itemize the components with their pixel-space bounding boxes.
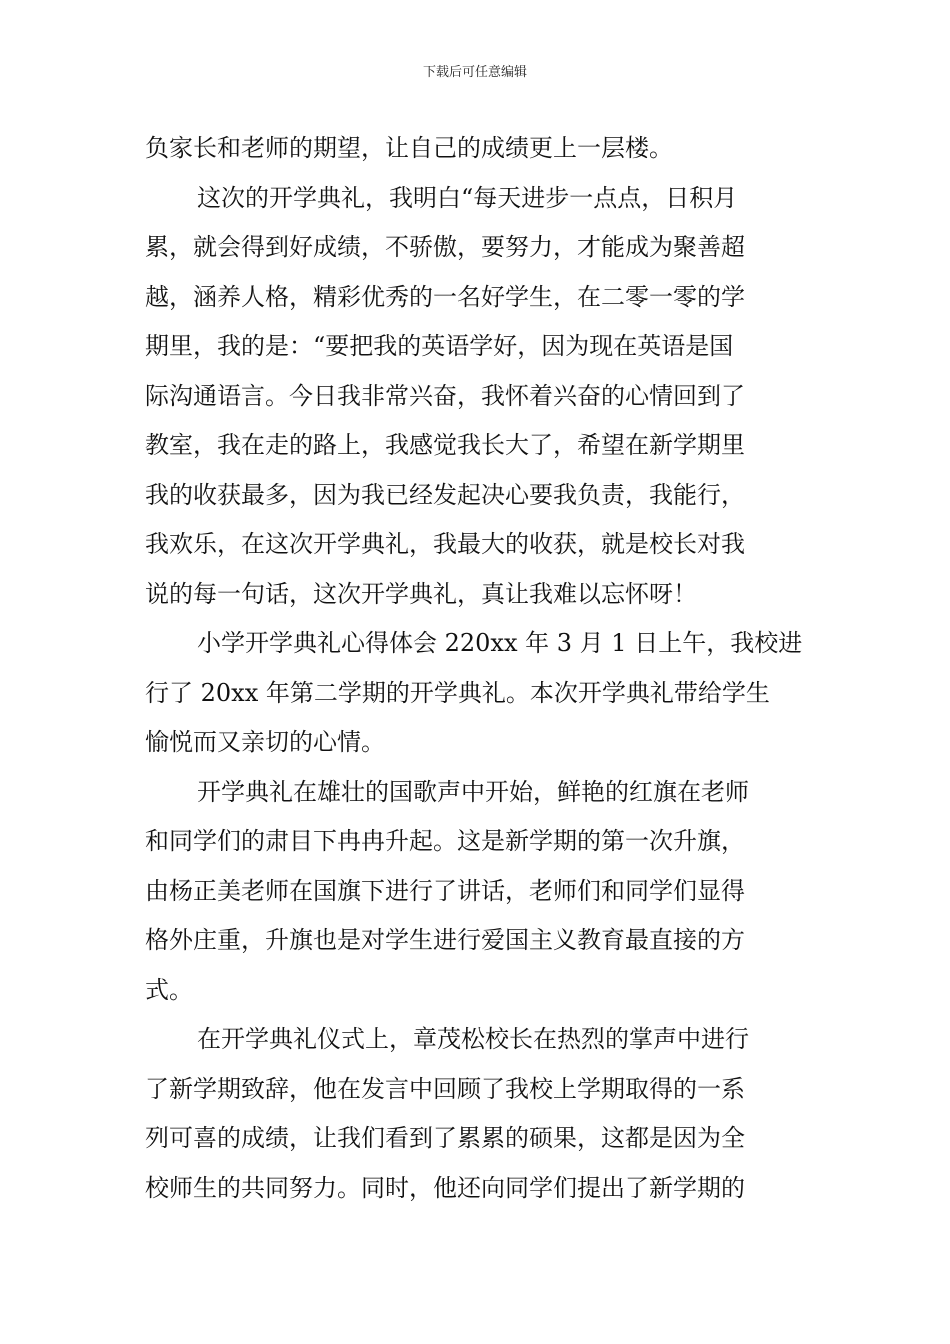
paragraph-first-line: 这次的开学典礼，我明白“每天进步一点点，日积月: [197, 183, 738, 212]
text-line: 由杨正美老师在国旗下进行了讲话，老师们和同学们显得: [145, 876, 745, 905]
text-line: 际沟通语言。今日我非常兴奋，我怀着兴奋的心情回到了: [145, 381, 745, 410]
text-line: 我欢乐，在这次开学典礼，我最大的收获，就是校长对我: [145, 530, 745, 558]
text-line: 校师生的共同努力。同时，他还向同学们提出了新学期的: [145, 1173, 745, 1202]
paragraph-first-line: 开学典礼在雄壮的国歌声中开始，鲜艳的红旗在老师: [197, 777, 749, 806]
text-line: 了新学期致辞，他在发言中回顾了我校上学期取得的一系: [145, 1074, 745, 1103]
page-header-note: 下载后可任意编辑: [422, 65, 527, 80]
text-line: 愉悦而又亲切的心情。: [145, 728, 385, 756]
text-line: 期里，我的是：“要把我的英语学好，因为现在英语是国: [145, 332, 734, 360]
text-line: 负家长和老师的期望，让自己的成绩更上一层楼。: [145, 134, 673, 162]
text-line: 越，涵养人格，精彩优秀的一名好学生，在二零一零的学: [145, 282, 745, 311]
text-line: 累，就会得到好成绩，不骄傲，要努力，才能成为聚善超: [145, 233, 745, 261]
paragraph-first-line: 在开学典礼仪式上，章茂松校长在热烈的掌声中进行: [197, 1025, 749, 1053]
document-body: [145, 124, 810, 1213]
text-line: 行了 20xx 年第二学期的开学典礼。本次开学典礼带给学生: [145, 678, 770, 707]
paragraph-first-line: 小学开学典礼心得体会 220xx 年 3 月 1 日上午，我校进: [197, 629, 803, 657]
text-line: 说的每一句话，这次开学典礼，真让我难以忘怀呀！: [145, 579, 697, 608]
text-line: 格外庄重，升旗也是对学生进行爱国主义教育最直接的方: [145, 926, 745, 954]
text-line: 和同学们的肃目下冉冉升起。这是新学期的第一次升旗，: [145, 827, 745, 855]
text-line: 式。: [145, 975, 193, 1004]
text-line: 教室，我在走的路上，我感觉我长大了，希望在新学期里: [145, 431, 745, 459]
text-line: 我的收获最多，因为我已经发起决心要我负责，我能行，: [145, 480, 745, 509]
text-line: 列可喜的成绩，让我们看到了累累的硕果，这都是因为全: [145, 1124, 745, 1152]
